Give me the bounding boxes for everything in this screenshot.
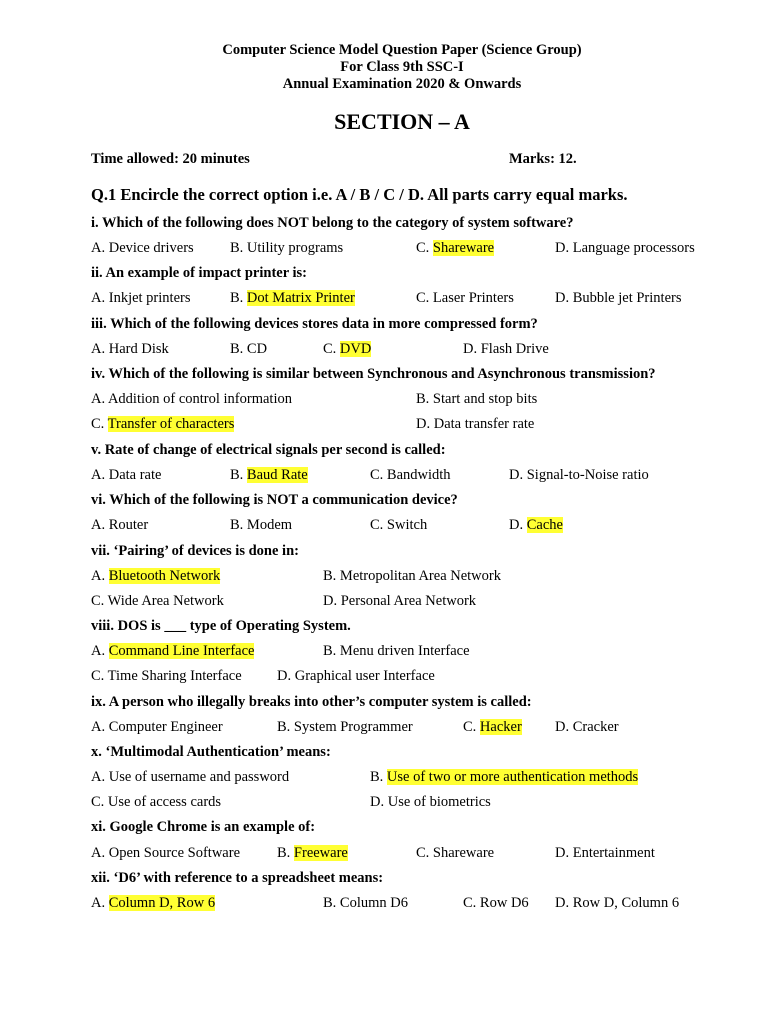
answer-option[interactable]: [91, 845, 240, 862]
option-text: Open Source Software: [108, 845, 240, 861]
option-text: Laser Printers: [432, 290, 514, 306]
answer-option[interactable]: [323, 341, 371, 358]
option-letter: A.: [91, 568, 106, 584]
option-letter: C.: [91, 794, 105, 810]
answer-option[interactable]: [91, 568, 220, 585]
answer-option[interactable]: [230, 517, 292, 534]
option-letter: A.: [91, 643, 106, 659]
question-stem: vi. Which of the following is NOT a communication device?: [91, 492, 458, 508]
option-text: Row D6: [479, 895, 529, 911]
option-text: Graphical user Interface: [294, 668, 435, 684]
answer-option[interactable]: [91, 593, 224, 610]
question-stem: xii. ‘D6’ with reference to a spreadsheet means:: [91, 870, 384, 886]
option-letter: C.: [463, 719, 477, 735]
answer-option[interactable]: [277, 845, 348, 862]
answer-option[interactable]: [370, 517, 427, 534]
option-letter: B.: [277, 719, 291, 735]
option-text: Hard Disk: [108, 341, 169, 357]
option-text-highlighted: Hacker: [479, 719, 522, 735]
option-text-highlighted: Baud Rate: [246, 467, 308, 483]
answer-option[interactable]: [416, 240, 494, 257]
option-text: Menu driven Interface: [339, 643, 470, 659]
answer-option[interactable]: [230, 240, 343, 257]
option-letter: C.: [463, 895, 477, 911]
option-text-highlighted: Freeware: [293, 845, 348, 861]
option-letter: A.: [91, 845, 106, 861]
answer-option[interactable]: [463, 895, 529, 912]
answer-option[interactable]: [323, 593, 476, 610]
option-letter: B.: [323, 568, 337, 584]
answer-option[interactable]: [91, 668, 242, 685]
answer-option[interactable]: [91, 895, 215, 912]
option-letter: D.: [555, 895, 570, 911]
option-text: Router: [108, 517, 149, 533]
option-letter: A.: [91, 290, 106, 306]
option-text: Use of biometrics: [387, 794, 491, 810]
option-text: Bandwidth: [386, 467, 451, 483]
option-text: Start and stop bits: [432, 391, 538, 407]
question-stem: x. ‘Multimodal Authentication’ means:: [91, 744, 331, 760]
answer-option[interactable]: [230, 341, 267, 358]
option-letter: A.: [91, 240, 106, 256]
option-letter: C.: [91, 416, 105, 432]
answer-option[interactable]: [370, 769, 638, 786]
answer-option[interactable]: [230, 290, 355, 307]
option-text: Column D6: [339, 895, 408, 911]
option-text-highlighted: Cache: [526, 517, 563, 533]
option-letter: A.: [91, 391, 106, 407]
answer-option[interactable]: [509, 517, 563, 534]
option-letter: D.: [509, 517, 524, 533]
option-text: Metropolitan Area Network: [339, 568, 501, 584]
option-text-highlighted: DVD: [339, 341, 372, 357]
option-letter: B.: [230, 290, 244, 306]
option-letter: B.: [323, 895, 337, 911]
option-text: Use of access cards: [107, 794, 222, 810]
option-letter: B.: [230, 341, 244, 357]
question-stem: i. Which of the following does NOT belong to the category of system software?: [91, 215, 574, 231]
option-text: Modem: [246, 517, 293, 533]
option-letter: C.: [370, 517, 384, 533]
section-title: SECTION – A: [334, 109, 470, 134]
question-stem: viii. DOS is ___ type of Operating System.: [91, 618, 351, 634]
option-text-highlighted: Column D, Row 6: [108, 895, 216, 911]
question-stem: ix. A person who illegally breaks into other’s computer system is called:: [91, 694, 532, 710]
option-text-highlighted: Bluetooth Network: [108, 568, 221, 584]
answer-option[interactable]: [91, 467, 161, 484]
option-letter: C.: [370, 467, 384, 483]
answer-option[interactable]: [91, 769, 289, 786]
answer-option[interactable]: [91, 643, 254, 660]
option-text: Utility programs: [246, 240, 344, 256]
time-allowed: Time allowed: 20 minutes: [91, 151, 250, 167]
option-text: Bubble jet Printers: [572, 290, 682, 306]
option-letter: B.: [230, 240, 244, 256]
answer-option[interactable]: [277, 719, 413, 736]
question-stem: iii. Which of the following devices stores data in more compressed form?: [91, 316, 538, 332]
answer-option[interactable]: [555, 719, 619, 736]
answer-option[interactable]: [555, 895, 679, 912]
option-text: Shareware: [432, 845, 495, 861]
answer-option[interactable]: [555, 845, 655, 862]
answer-option[interactable]: [370, 467, 451, 484]
option-text: Device drivers: [108, 240, 194, 256]
header-title: Computer Science Model Question Paper (Science Group): [222, 42, 582, 58]
option-letter: D.: [277, 668, 292, 684]
option-letter: A.: [91, 341, 106, 357]
option-text: Signal-to-Noise ratio: [526, 467, 649, 483]
option-text: Time Sharing Interface: [107, 668, 242, 684]
option-letter: C.: [323, 341, 337, 357]
option-letter: D.: [555, 240, 570, 256]
answer-option[interactable]: [555, 290, 681, 307]
answer-option[interactable]: [91, 391, 292, 408]
question-instruction: Q.1 Encircle the correct option i.e. A / B / C / D. All parts carry equal marks.: [91, 185, 628, 204]
option-letter: A.: [91, 719, 106, 735]
option-letter: B.: [416, 391, 430, 407]
option-text: Switch: [386, 517, 428, 533]
answer-option[interactable]: [370, 794, 491, 811]
option-letter: C.: [416, 290, 430, 306]
answer-option[interactable]: [91, 794, 221, 811]
option-text: Entertainment: [572, 845, 655, 861]
header-exam: Annual Examination 2020 & Onwards: [282, 76, 522, 92]
option-text: Language processors: [572, 240, 695, 256]
option-letter: D.: [555, 719, 570, 735]
answer-option[interactable]: [91, 719, 223, 736]
option-letter: B.: [230, 467, 244, 483]
option-letter: D.: [416, 416, 431, 432]
answer-option[interactable]: [91, 240, 194, 257]
answer-option[interactable]: [416, 290, 514, 307]
option-text: Wide Area Network: [107, 593, 224, 609]
option-text: Flash Drive: [480, 341, 549, 357]
option-text-highlighted: Command Line Interface: [108, 643, 255, 659]
answer-option[interactable]: [91, 517, 148, 534]
option-letter: A.: [91, 467, 106, 483]
question-stem: xi. Google Chrome is an example of:: [91, 819, 316, 835]
option-text: Data rate: [108, 467, 162, 483]
answer-option[interactable]: [555, 240, 695, 257]
option-text-highlighted: Shareware: [432, 240, 495, 256]
option-text-highlighted: Transfer of characters: [107, 416, 235, 432]
answer-option[interactable]: [91, 341, 169, 358]
option-letter: D.: [509, 467, 524, 483]
answer-option[interactable]: [277, 668, 435, 685]
answer-option[interactable]: [91, 290, 190, 307]
option-text: Computer Engineer: [108, 719, 223, 735]
answer-option[interactable]: [463, 719, 522, 736]
option-letter: B.: [230, 517, 244, 533]
option-text: CD: [246, 341, 268, 357]
option-text: Data transfer rate: [433, 416, 535, 432]
answer-option[interactable]: [230, 467, 308, 484]
option-letter: B.: [277, 845, 291, 861]
option-letter: B.: [370, 769, 384, 785]
answer-option[interactable]: [323, 643, 470, 660]
option-letter: A.: [91, 769, 106, 785]
option-text: System Programmer: [293, 719, 413, 735]
answer-option[interactable]: [323, 895, 408, 912]
option-text: Addition of control information: [107, 391, 292, 407]
answer-option[interactable]: [323, 568, 501, 585]
option-text: Inkjet printers: [108, 290, 191, 306]
question-stem: v. Rate of change of electrical signals per second is called:: [91, 442, 446, 458]
total-marks: Marks: 12.: [509, 151, 577, 167]
option-text-highlighted: Dot Matrix Printer: [246, 290, 355, 306]
answer-option[interactable]: [416, 845, 494, 862]
option-letter: D.: [323, 593, 338, 609]
answer-option[interactable]: [463, 341, 549, 358]
question-stem: vii. ‘Pairing’ of devices is done in:: [91, 543, 299, 559]
option-letter: D.: [555, 845, 570, 861]
option-letter: D.: [463, 341, 478, 357]
option-letter: A.: [91, 895, 106, 911]
option-letter: D.: [555, 290, 570, 306]
option-text: Row D, Column 6: [572, 895, 680, 911]
option-letter: C.: [91, 668, 105, 684]
option-text: Use of username and password: [108, 769, 290, 785]
option-letter: C.: [416, 240, 430, 256]
option-letter: B.: [323, 643, 337, 659]
answer-option[interactable]: [416, 416, 534, 433]
option-text: Personal Area Network: [340, 593, 477, 609]
header-class: For Class 9th SSC-I: [340, 59, 464, 75]
answer-option[interactable]: [509, 467, 649, 484]
option-letter: A.: [91, 517, 106, 533]
answer-option[interactable]: [91, 416, 234, 433]
answer-option[interactable]: [416, 391, 537, 408]
paper-header: [0, 42, 768, 93]
question-stem: ii. An example of impact printer is:: [91, 265, 308, 281]
question-stem: iv. Which of the following is similar between Synchronous and Asynchronous transmission?: [91, 366, 656, 382]
option-text: Cracker: [572, 719, 619, 735]
option-text-highlighted: Use of two or more authentication methods: [386, 769, 639, 785]
option-letter: C.: [91, 593, 105, 609]
option-letter: C.: [416, 845, 430, 861]
option-letter: D.: [370, 794, 385, 810]
